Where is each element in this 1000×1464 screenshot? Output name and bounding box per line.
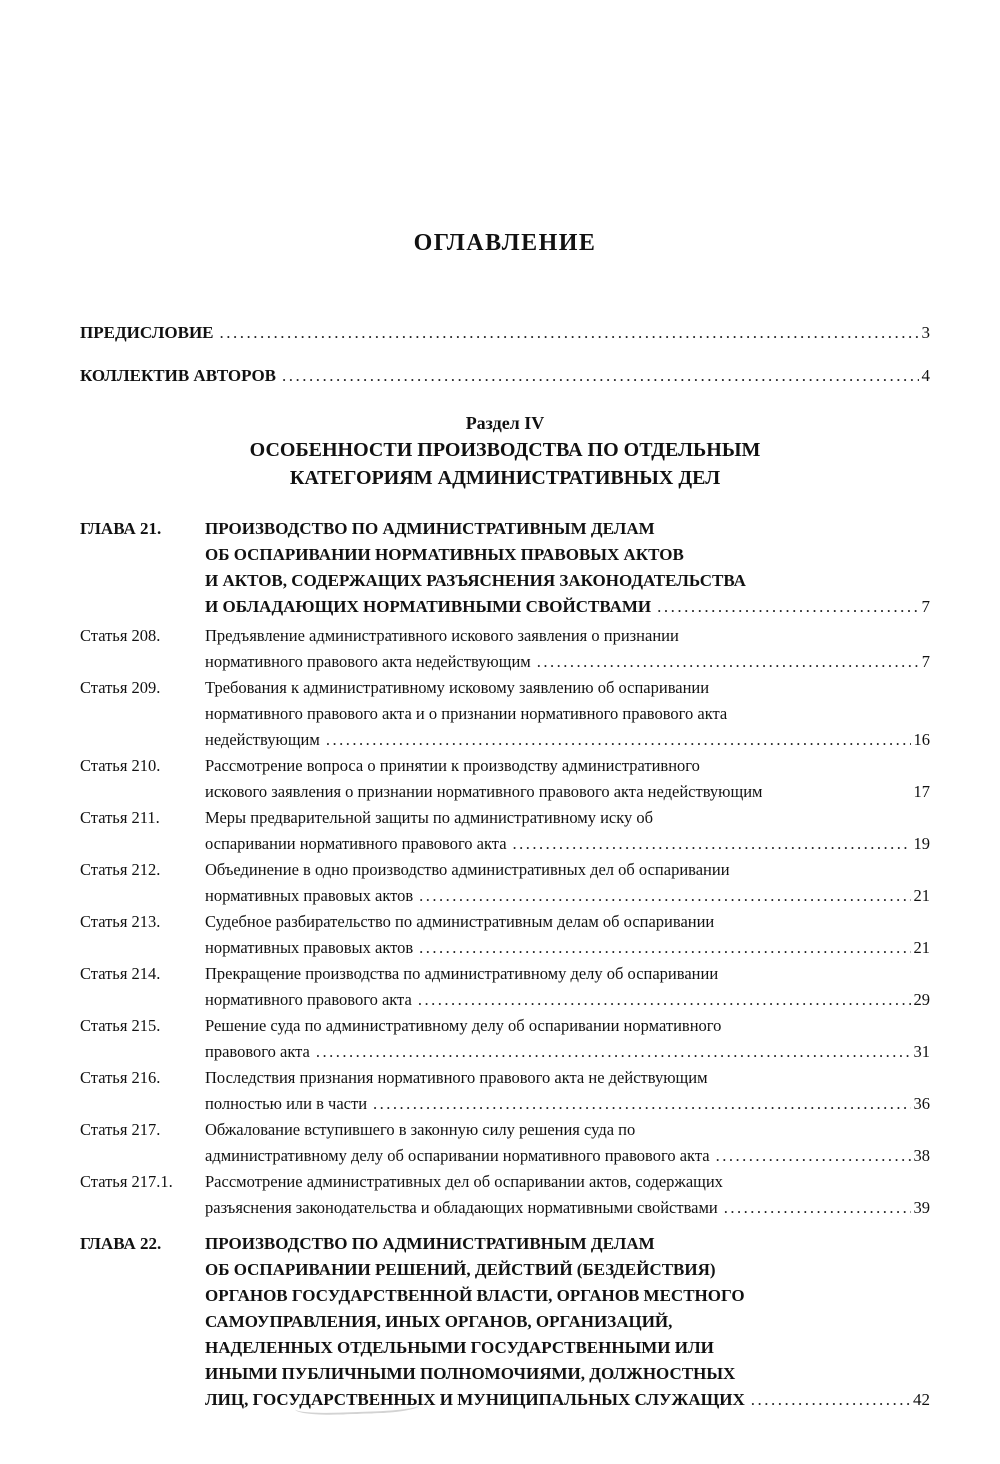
page-number: 7 — [921, 597, 930, 616]
article-entry — [80, 909, 930, 961]
article-entry — [80, 1169, 930, 1221]
entry-label: ГЛАВА 22. — [80, 1234, 162, 1253]
page-number: 36 — [913, 1094, 930, 1113]
entry-body — [205, 753, 930, 805]
page-number: 7 — [921, 652, 930, 671]
entry-last-line — [205, 831, 930, 857]
article-entry — [80, 1117, 930, 1169]
entry-line: искового заявления о признании нормативного правового акта недействующим — [205, 782, 763, 801]
dot-leader — [537, 649, 919, 675]
entry-last-line — [205, 727, 930, 753]
page-number: 3 — [921, 323, 930, 342]
entry-label: Статья 217.1. — [80, 1172, 173, 1191]
entry-line: недействующим — [205, 730, 320, 749]
toc-entries — [80, 516, 930, 1413]
entry-last-line — [205, 779, 930, 805]
entry-label: Статья 209. — [80, 678, 161, 697]
page-number: 17 — [913, 782, 930, 801]
entry-last-line — [205, 1143, 930, 1169]
front-item — [80, 321, 930, 345]
entry-body — [205, 909, 930, 961]
entry-line: ОРГАНОВ ГОСУДАРСТВЕННОЙ ВЛАСТИ, ОРГАНОВ МЕСТНОГО — [205, 1286, 745, 1305]
section-title-line: ОСОБЕННОСТИ ПРОИЗВОДСТВА ПО ОТДЕЛЬНЫМ — [249, 439, 761, 461]
page-number: 21 — [913, 886, 930, 905]
section-title-line: КАТЕГОРИЯМ АДМИНИСТРАТИВНЫХ ДЕЛ — [289, 467, 721, 489]
entry-body — [205, 1231, 930, 1413]
section-title — [80, 436, 930, 492]
entry-body — [205, 857, 930, 909]
dot-leader — [316, 1039, 911, 1065]
entry-line: нормативного правового акта — [205, 990, 412, 1009]
article-entry — [80, 753, 930, 805]
entry-body — [205, 1013, 930, 1065]
entry-last-line — [205, 1195, 930, 1221]
dot-leader — [419, 883, 910, 909]
dot-leader — [326, 727, 911, 753]
dot-leader — [513, 831, 911, 857]
front-matter — [80, 321, 930, 388]
entry-last-line — [205, 935, 930, 961]
entry-label: Статья 210. — [80, 756, 161, 775]
entry-body — [205, 1117, 930, 1169]
entry-body — [205, 516, 930, 620]
entry-line: ЛИЦ, ГОСУДАРСТВЕННЫХ И МУНИЦИПАЛЬНЫХ СЛУЖАЩИХ — [205, 1390, 745, 1409]
entry-last-line — [205, 987, 930, 1013]
entry-line: Предъявление административного искового заявления о признании — [205, 626, 679, 645]
entry-line: Прекращение производства по административному делу об оспаривании — [205, 964, 719, 983]
entry-label: Статья 215. — [80, 1016, 161, 1035]
dot-leader — [220, 321, 919, 345]
front-item — [80, 364, 930, 388]
entry-line: САМОУПРАВЛЕНИЯ, ИНЫХ ОРГАНОВ, ОРГАНИЗАЦИЙ, — [205, 1312, 673, 1331]
page-number: 4 — [921, 366, 930, 385]
entry-body — [205, 1169, 930, 1221]
entry-line: нормативного правового акта и о признании нормативного правового акта — [205, 704, 728, 723]
page-number: 16 — [913, 730, 930, 749]
entry-line: Требования к административному исковому заявлению об оспаривании — [205, 678, 710, 697]
entry-line: ОБ ОСПАРИВАНИИ РЕШЕНИЙ, ДЕЙСТВИЙ (БЕЗДЕЙСТВИЯ) — [205, 1260, 716, 1279]
front-item-label: КОЛЛЕКТИВ АВТОРОВ — [80, 366, 277, 385]
entry-body — [205, 1065, 930, 1117]
dot-leader — [282, 364, 918, 388]
entry-last-line — [205, 883, 930, 909]
entry-label: Статья 213. — [80, 912, 161, 931]
dot-leader — [657, 594, 918, 620]
entry-line: ПРОИЗВОДСТВО ПО АДМИНИСТРАТИВНЫМ ДЕЛАМ — [205, 519, 655, 538]
entry-body — [205, 675, 930, 753]
entry-line: разъяснения законодательства и обладающих нормативными свойствами — [205, 1198, 718, 1217]
entry-line: Объединение в одно производство административных дел об оспаривании — [205, 860, 730, 879]
dot-leader — [716, 1143, 911, 1169]
entry-label: Статья 214. — [80, 964, 161, 983]
entry-body — [205, 623, 930, 675]
entry-line: Последствия признания нормативного правового акта не действующим — [205, 1068, 708, 1087]
front-item-label: ПРЕДИСЛОВИЕ — [80, 323, 214, 342]
entry-line: ИНЫМИ ПУБЛИЧНЫМИ ПОЛНОМОЧИЯМИ, ДОЛЖНОСТНЫХ — [205, 1364, 736, 1383]
entry-line: Меры предварительной защиты по административному иску об — [205, 808, 654, 827]
dot-leader — [751, 1387, 910, 1413]
entry-label: Статья 216. — [80, 1068, 161, 1087]
page-number: 19 — [913, 834, 930, 853]
entry-label: Статья 208. — [80, 626, 161, 645]
page-number: 21 — [913, 938, 930, 957]
article-entry — [80, 1013, 930, 1065]
page-title: ОГЛАВЛЕНИЕ — [413, 230, 597, 256]
chapter-entry — [80, 516, 930, 620]
entry-label: ГЛАВА 21. — [80, 519, 162, 538]
page-number: 38 — [913, 1146, 930, 1165]
entry-last-line — [205, 594, 930, 620]
entry-line: Обжалование вступившего в законную силу решения суда по — [205, 1120, 636, 1139]
dot-leader — [724, 1195, 911, 1221]
dot-leader — [419, 935, 910, 961]
dot-leader — [418, 987, 911, 1013]
entry-line: Решение суда по административному делу об оспаривании нормативного — [205, 1016, 722, 1035]
chapter-entry — [80, 1231, 930, 1413]
entry-last-line — [205, 1039, 930, 1065]
entry-line: Судебное разбирательство по административным делам об оспаривании — [205, 912, 715, 931]
article-entry — [80, 1065, 930, 1117]
article-entry — [80, 857, 930, 909]
entry-label: Статья 217. — [80, 1120, 161, 1139]
entry-line: оспаривании нормативного правового акта — [205, 834, 507, 853]
page-number: 31 — [913, 1042, 930, 1061]
entry-line: ОБ ОСПАРИВАНИИ НОРМАТИВНЫХ ПРАВОВЫХ АКТОВ — [205, 545, 684, 564]
entry-line: И ОБЛАДАЮЩИХ НОРМАТИВНЫМИ СВОЙСТВАМИ — [205, 597, 652, 616]
entry-line: ПРОИЗВОДСТВО ПО АДМИНИСТРАТИВНЫМ ДЕЛАМ — [205, 1234, 655, 1253]
entry-line: административному делу об оспаривании нормативного правового акта — [205, 1146, 710, 1165]
page-number: 29 — [913, 990, 930, 1009]
entry-line: нормативных правовых актов — [205, 886, 414, 905]
article-entry — [80, 675, 930, 753]
article-entry — [80, 961, 930, 1013]
article-entry — [80, 623, 930, 675]
entry-body — [205, 805, 930, 857]
entry-last-line — [205, 649, 930, 675]
entry-line: НАДЕЛЕННЫХ ОТДЕЛЬНЫМИ ГОСУДАРСТВЕННЫМИ ИЛИ — [205, 1338, 714, 1357]
entry-line: Рассмотрение вопроса о принятии к производству административного — [205, 756, 700, 775]
dot-leader — [373, 1091, 910, 1117]
page-number: 42 — [913, 1390, 930, 1409]
section-heading — [80, 410, 930, 492]
entry-last-line — [205, 1091, 930, 1117]
article-entry — [80, 805, 930, 857]
entry-line: полностью или в части — [205, 1094, 368, 1113]
entry-line: Рассмотрение административных дел об оспаривании актов, содержащих — [205, 1172, 723, 1191]
entry-body — [205, 961, 930, 1013]
entry-line: И АКТОВ, СОДЕРЖАЩИХ РАЗЪЯСНЕНИЯ ЗАКОНОДАТЕЛЬСТВА — [205, 571, 746, 590]
entry-label: Статья 211. — [80, 808, 160, 827]
entry-line: правового акта — [205, 1042, 310, 1061]
entry-line: нормативного правового акта недействующим — [205, 652, 531, 671]
entry-label: Статья 212. — [80, 860, 161, 879]
section-kicker: Раздел IV — [465, 413, 545, 433]
entry-line: нормативных правовых актов — [205, 938, 414, 957]
page-number: 39 — [913, 1198, 930, 1217]
